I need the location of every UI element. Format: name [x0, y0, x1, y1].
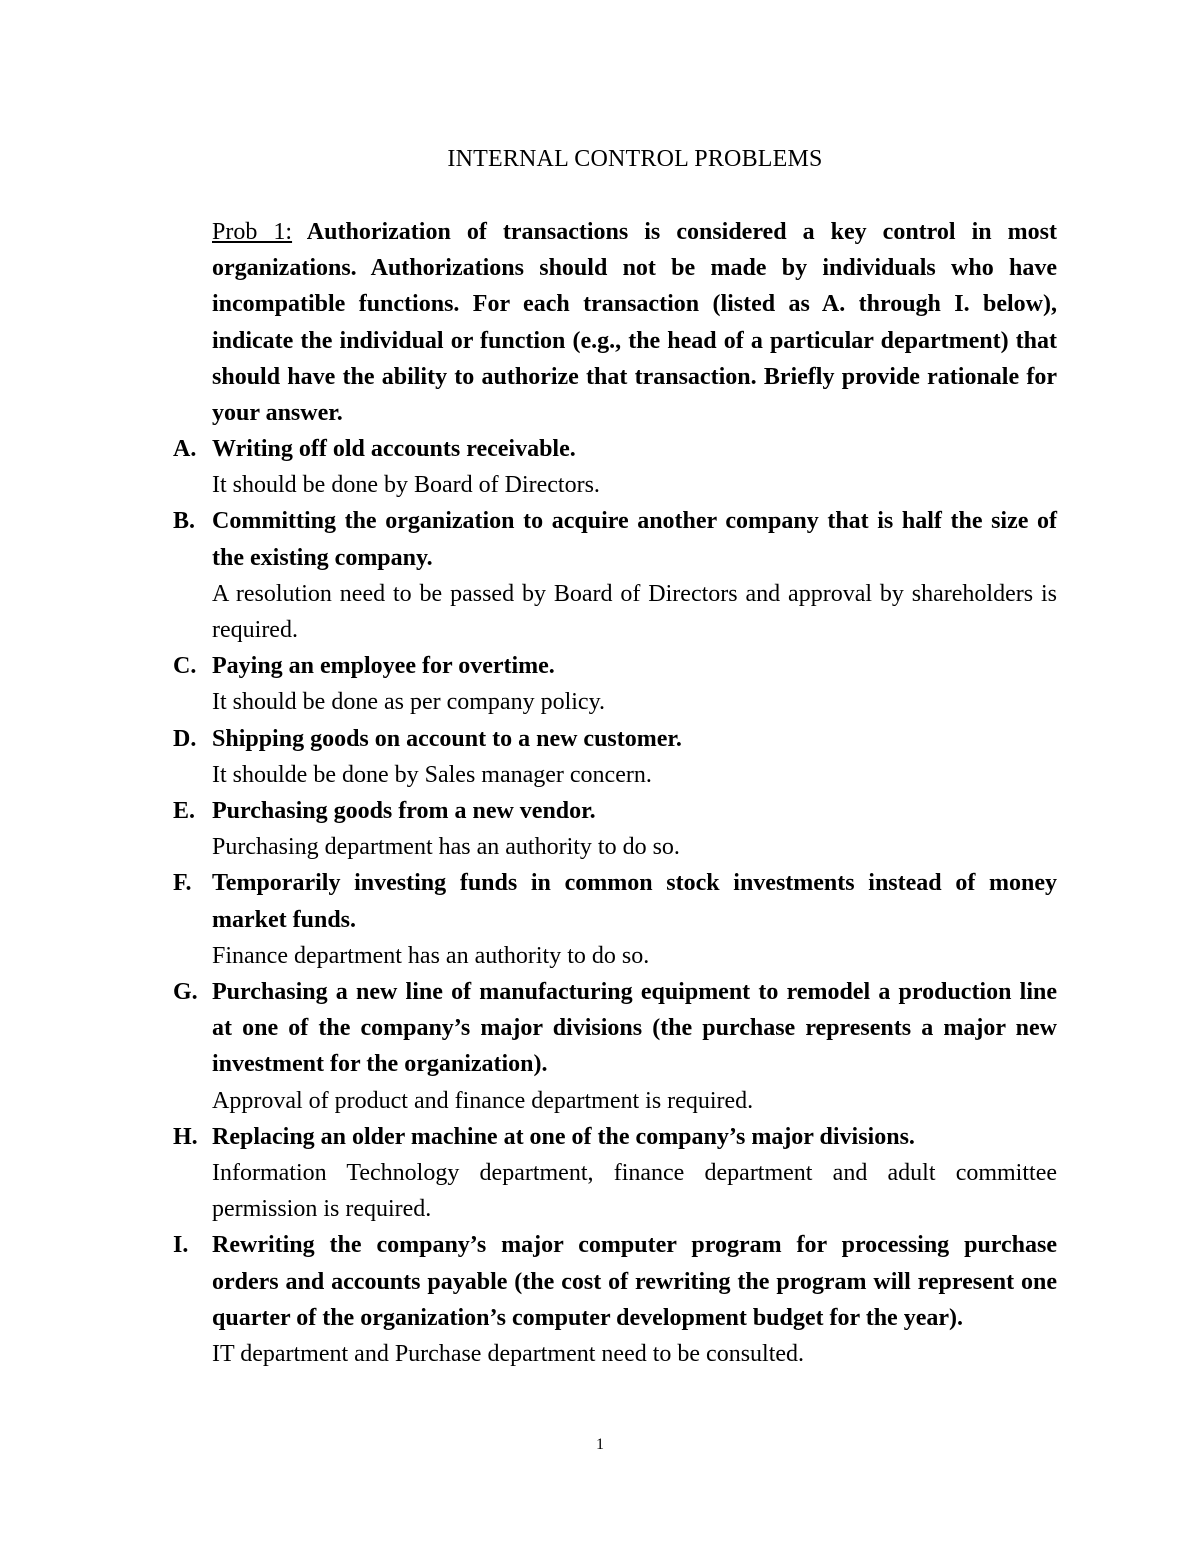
- item-answer: It should be done as per company policy.: [212, 689, 606, 716]
- item-question: Rewriting the company’s major computer program for processing purchase orders and accounts payable (the cost of rewriting the program will represent one quarter of the organization’s computer development budget for the year).: [212, 1232, 1057, 1331]
- item-answer: Purchasing department has an authority to do so.: [212, 834, 680, 861]
- page-number: 1: [596, 1436, 604, 1453]
- item-question: Purchasing a new line of manufacturing equipment to remodel a production line at one of the company’s major divisions (the purchase represents a major new investment for the organization).: [212, 979, 1057, 1078]
- item-letter: C.: [173, 653, 197, 680]
- item-question: Replacing an older machine at one of the company’s major divisions.: [212, 1123, 915, 1150]
- list-item: [173, 865, 1057, 974]
- item-letter: E.: [173, 798, 196, 825]
- list-item: [173, 503, 1057, 648]
- item-letter: B.: [173, 508, 196, 535]
- list-item: [173, 974, 1057, 1119]
- item-answer: Information Technology department, finance department and adult committee permission is required.: [212, 1160, 1057, 1223]
- problem-statement: [212, 214, 1057, 431]
- item-answer: A resolution need to be passed by Board of Directors and approval by shareholders is required.: [212, 580, 1057, 644]
- list-item: [173, 1119, 1057, 1228]
- item-question: Committing the organization to acquire another company that is half the size of the existing company.: [212, 508, 1057, 571]
- list-item: [173, 721, 1057, 793]
- list-item: [173, 648, 1057, 720]
- item-question: Paying an employee for overtime.: [212, 653, 555, 680]
- list-item: [173, 431, 1057, 503]
- item-answer: Finance department has an authority to do so.: [212, 942, 650, 969]
- page-title: INTERNAL CONTROL PROBLEMS: [447, 146, 823, 172]
- item-question: Shipping goods on account to a new customer.: [212, 725, 682, 752]
- item-letter: D.: [173, 725, 197, 752]
- item-letter: F.: [173, 870, 192, 897]
- item-letter: A.: [173, 436, 197, 462]
- item-answer: It shoulde be done by Sales manager concern.: [212, 761, 652, 788]
- list-item: [173, 793, 1057, 865]
- problem-text: Authorization of transactions is considered a key control in most organizations. Authorizations should not be made by individuals who have incompatible functions. For each transaction (listed as A. through I. below), indicate the individual or function (e.g., the head of a particular department) that should have the ability to authorize that transaction. Briefly provide rationale for your answer.: [212, 219, 1057, 427]
- item-question: Purchasing goods from a new vendor.: [212, 798, 596, 825]
- problem-label: Prob 1:: [212, 219, 293, 245]
- item-letter: G.: [173, 979, 198, 1006]
- item-letter: I.: [173, 1232, 189, 1259]
- item-answer: It should be done by Board of Directors.: [212, 472, 600, 499]
- item-question: Writing off old accounts receivable.: [212, 436, 576, 462]
- item-answer: Approval of product and finance department is required.: [212, 1087, 754, 1114]
- list-item: [173, 1227, 1057, 1372]
- transaction-list: [173, 431, 1057, 1372]
- item-question: Temporarily investing funds in common stock investments instead of money market funds.: [212, 870, 1057, 933]
- item-letter: H.: [173, 1123, 198, 1150]
- item-answer: IT department and Purchase department need to be consulted.: [212, 1341, 805, 1368]
